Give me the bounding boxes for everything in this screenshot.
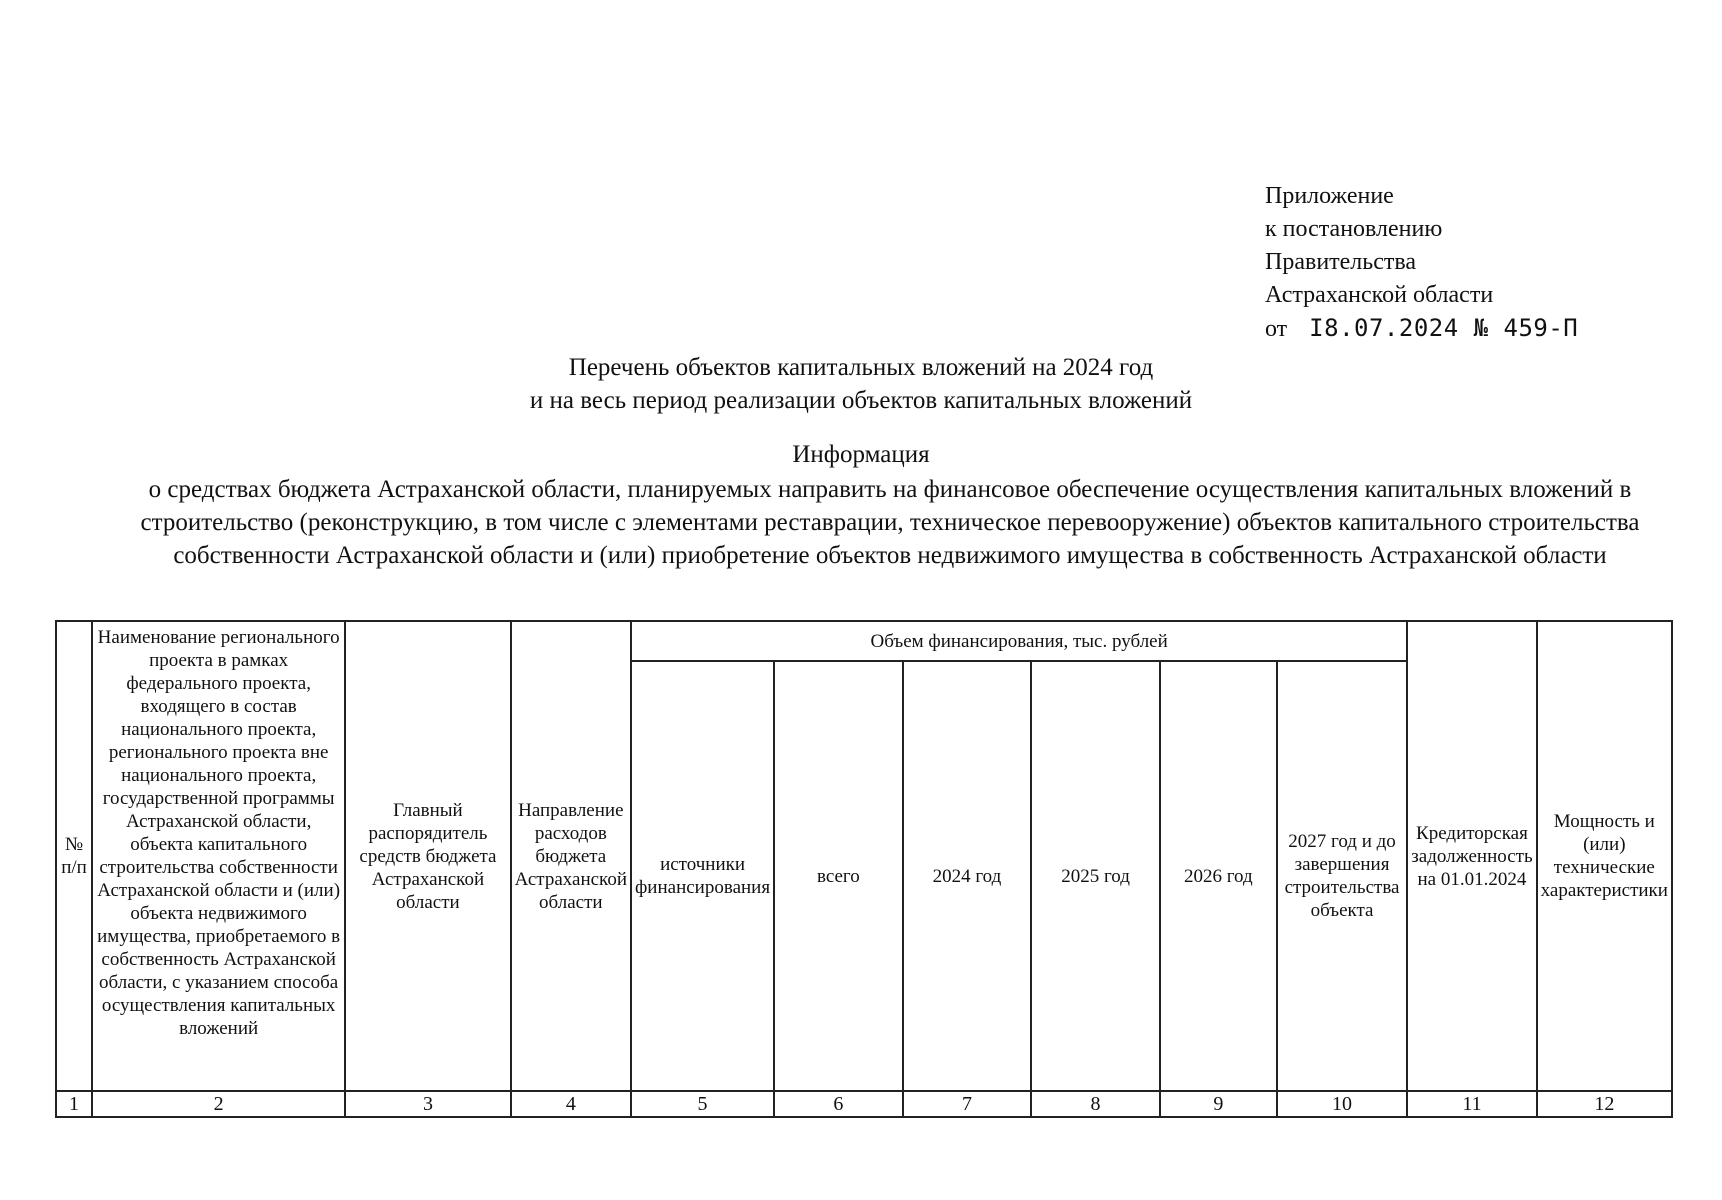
appendix-block bbox=[1265, 180, 1578, 346]
header-expense-direction: Направление расходов бюджета Астраханской области bbox=[511, 621, 631, 1091]
column-number: 7 bbox=[903, 1091, 1032, 1117]
column-number: 1 bbox=[56, 1091, 92, 1117]
column-number: 12 bbox=[1537, 1091, 1672, 1117]
header-number: № п/п bbox=[56, 621, 92, 1091]
resolution-date-number: I8.07.2024 № 459-П bbox=[1309, 314, 1579, 342]
column-number: 6 bbox=[774, 1091, 903, 1117]
column-number: 3 bbox=[345, 1091, 510, 1117]
column-number: 10 bbox=[1277, 1091, 1407, 1117]
column-number: 11 bbox=[1407, 1091, 1536, 1117]
header-project-name: Наименование регионального проекта в рамках федерального проекта, входящего в состав национального проекта, регионального проекта вне национального проекта, государственной программы Астраханской области, объекта капитального строительства собственности Астраханской области и (или) объекта недвижимого имущества, приобретаемого в собственность Астраханской области, с указанием способа осуществления капитальных вложений bbox=[92, 621, 345, 1091]
header-year-2026: 2026 год bbox=[1160, 661, 1277, 1091]
column-number: 8 bbox=[1031, 1091, 1160, 1117]
header-financing-volume: Объем финансирования, тыс. рублей bbox=[631, 621, 1407, 661]
header-total: всего bbox=[774, 661, 903, 1091]
header-year-2025: 2025 год bbox=[1031, 661, 1160, 1091]
header-year-2024: 2024 год bbox=[903, 661, 1032, 1091]
appendix-line: Правительства bbox=[1265, 249, 1417, 275]
capital-investment-table bbox=[55, 620, 1673, 1118]
appendix-line: Астраханской области bbox=[1265, 282, 1494, 308]
column-number: 2 bbox=[92, 1091, 345, 1117]
column-number: 5 bbox=[631, 1091, 774, 1117]
document-title bbox=[0, 351, 1722, 417]
appendix-date-line bbox=[1265, 312, 1578, 346]
appendix-line: к постановлению bbox=[1265, 216, 1443, 242]
info-heading: Информация bbox=[792, 441, 930, 468]
column-number: 4 bbox=[511, 1091, 631, 1117]
date-prefix: от bbox=[1265, 316, 1288, 342]
header-capacity: Мощность и (или) технические характеристики bbox=[1537, 621, 1672, 1091]
header-main-manager: Главный распорядитель средств бюджета Астраханской области bbox=[345, 621, 510, 1091]
header-creditor-debt: Кредиторская задолженность на 01.01.2024 bbox=[1407, 621, 1536, 1091]
header-funding-sources: источники финансирования bbox=[631, 661, 774, 1091]
title-line: и на весь период реализации объектов капитальных вложений bbox=[529, 387, 1193, 414]
info-description: о средствах бюджета Астраханской области, планируемых направить на финансовое обеспечение осуществления капитальных вложений в строительство (реконструкцию, в том числе с элементами реставрации, техническое перевооружение) объектов капитального строительства собственности Астраханской области и (или) приобретение объектов недвижимого имущества в собственность Астраханской области bbox=[140, 476, 1640, 569]
title-line: Перечень объектов капитальных вложений на 2024 год bbox=[568, 354, 1154, 381]
appendix-line: Приложение bbox=[1265, 183, 1394, 209]
column-number: 9 bbox=[1160, 1091, 1277, 1117]
column-number-row bbox=[56, 1091, 1672, 1117]
header-year-2027-plus: 2027 год и до завершения строительства объекта bbox=[1277, 661, 1407, 1091]
